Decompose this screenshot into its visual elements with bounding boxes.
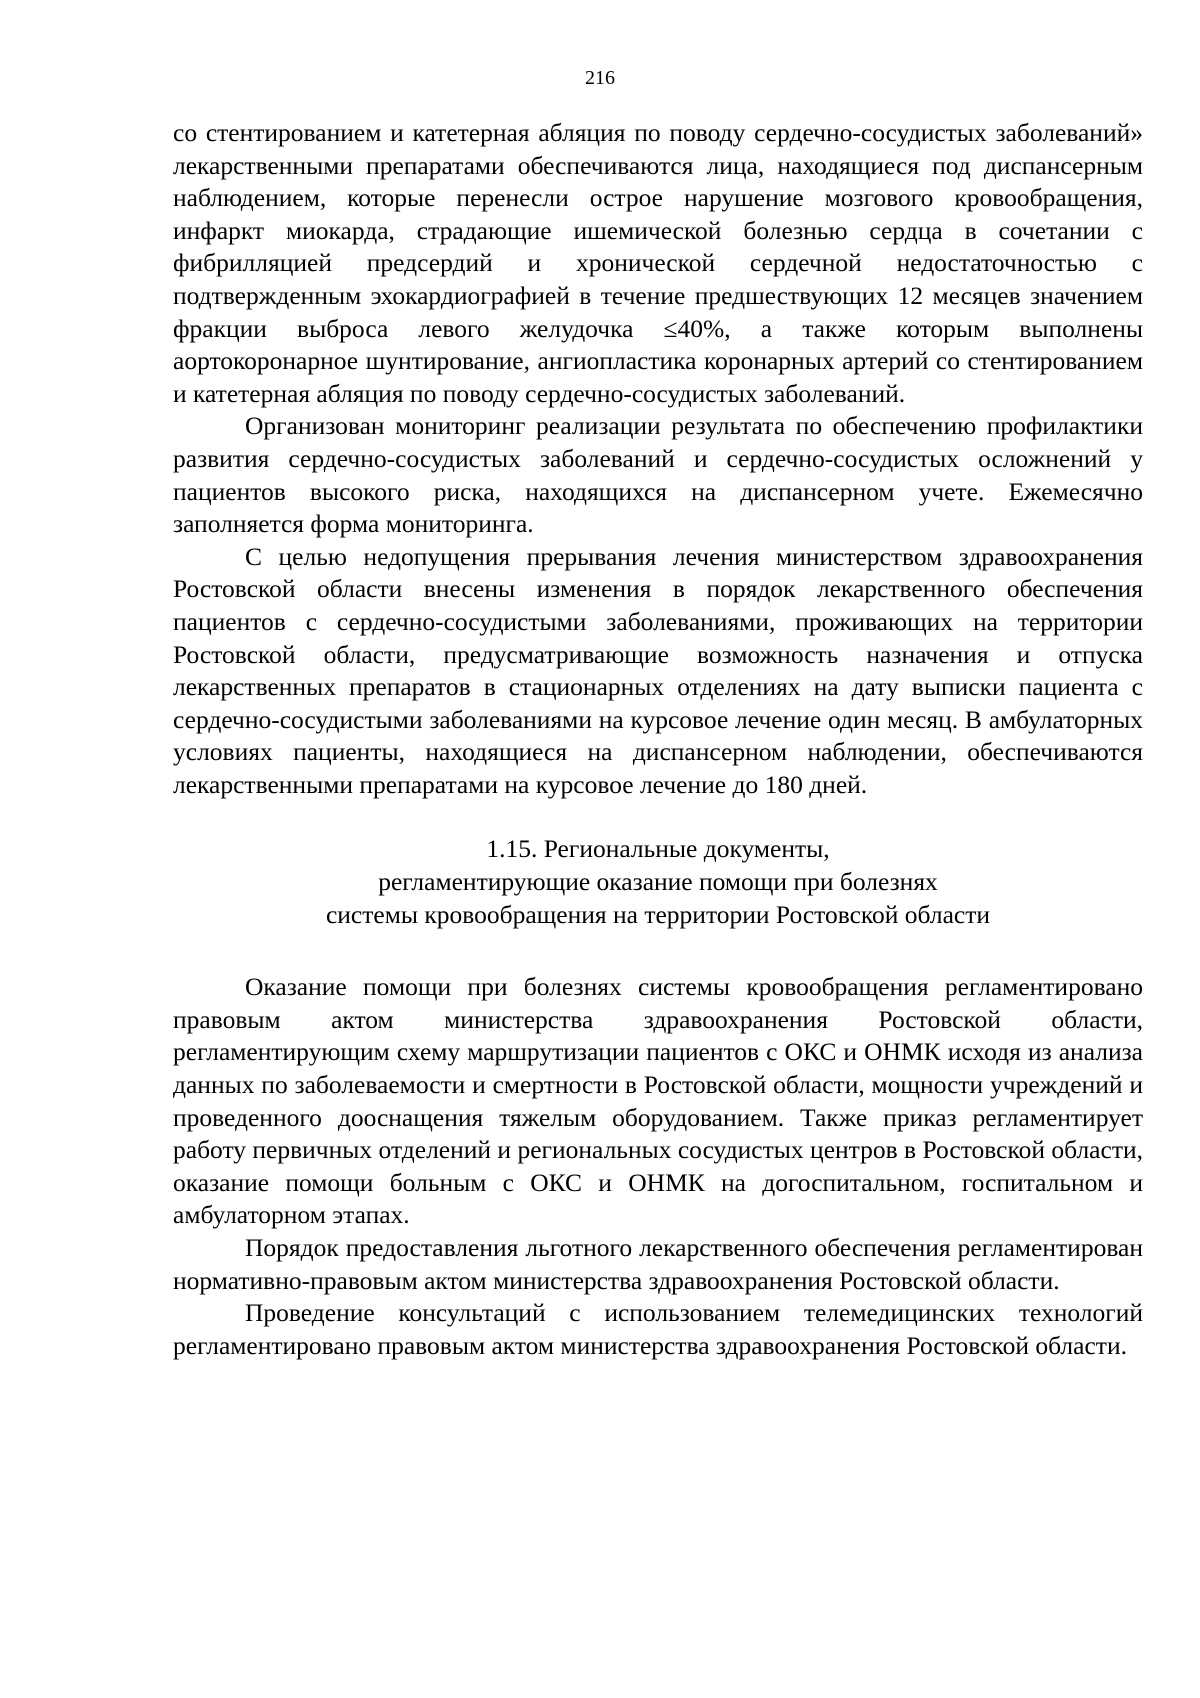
section-heading-line: системы кровообращения на территории Ростовской области (325, 899, 991, 929)
paragraph: С целью недопущения прерывания лечения министерством здравоохранения Ростовской области внесены изменения в порядок лекарственного обеспечения пациентов с сердечно-сосудистыми заболеваниями, проживающих на территории Ростовской области, предусматривающие возможность назначения и отпуска лекарственных препаратов в стационарных отделениях на дату выписки пациента с сердечно-сосудистыми заболеваниями на курсовое лечение один месяц. В амбулаторных условиях пациенты, находящиеся на диспансерном наблюдении, обеспечиваются лекарственными препаратами на курсовое лечение до 180 дней. (173, 541, 1143, 799)
paragraph: со стентированием и катетерная абляция по поводу сердечно-сосудистых заболеваний» лекарственными препаратами обеспечиваются лица, находящиеся под диспансерным наблюдением, которые перенесли острое нарушение мозгового кровообращения, инфаркт миокарда, страдающие ишемической болезнью сердца в сочетании с фибрилляцией предсердий и хронической сердечной недостаточностью с подтвержденным эхокардиографией в течение предшествующих 12 месяцев значением фракции выброса левого желудочка ≤40%, а также которым выполнены аортокоронарное шунтирование, ангиопластика коронарных артерий со стентированием и катетерная абляция по поводу сердечно-сосудистых заболеваний. (173, 118, 1143, 408)
paragraph: Проведение консультаций с использованием телемедицинских технологий регламентировано правовым актом министерства здравоохранения Ростовской области. (173, 1298, 1143, 1360)
section-heading-line: регламентирующие оказание помощи при болезнях (378, 867, 938, 897)
page-number: 216 (585, 67, 615, 89)
paragraph: Порядок предоставления льготного лекарственного обеспечения регламентирован нормативно-правовым актом министерства здравоохранения Ростовской области. (173, 1233, 1143, 1295)
paragraph: Организован мониторинг реализации результата по обеспечению профилактики развития сердечно-сосудистых заболеваний и сердечно-сосудистых осложнений у пациентов высокого риска, находящихся на диспансерном учете. Ежемесячно заполняется форма мониторинга. (173, 411, 1143, 539)
section-heading (173, 833, 1143, 931)
section-heading-line: 1.15. Региональные документы, (486, 834, 830, 864)
document-body (173, 117, 1143, 1362)
paragraph: Оказание помощи при болезнях системы кровообращения регламентировано правовым актом министерства здравоохранения Ростовской области, регламентирующим схему маршрутизации пациентов с ОКС и ОНМК исходя из анализа данных по заболеваемости и смертности в Ростовской области, мощности учреждений и проведенного дооснащения тяжелым оборудованием. Также приказ регламентирует работу первичных отделений и региональных сосудистых центров в Ростовской области, оказание помощи больным с ОКС и ОНМК на догоспитальном, госпитальном и амбулаторном этапах. (173, 972, 1143, 1230)
